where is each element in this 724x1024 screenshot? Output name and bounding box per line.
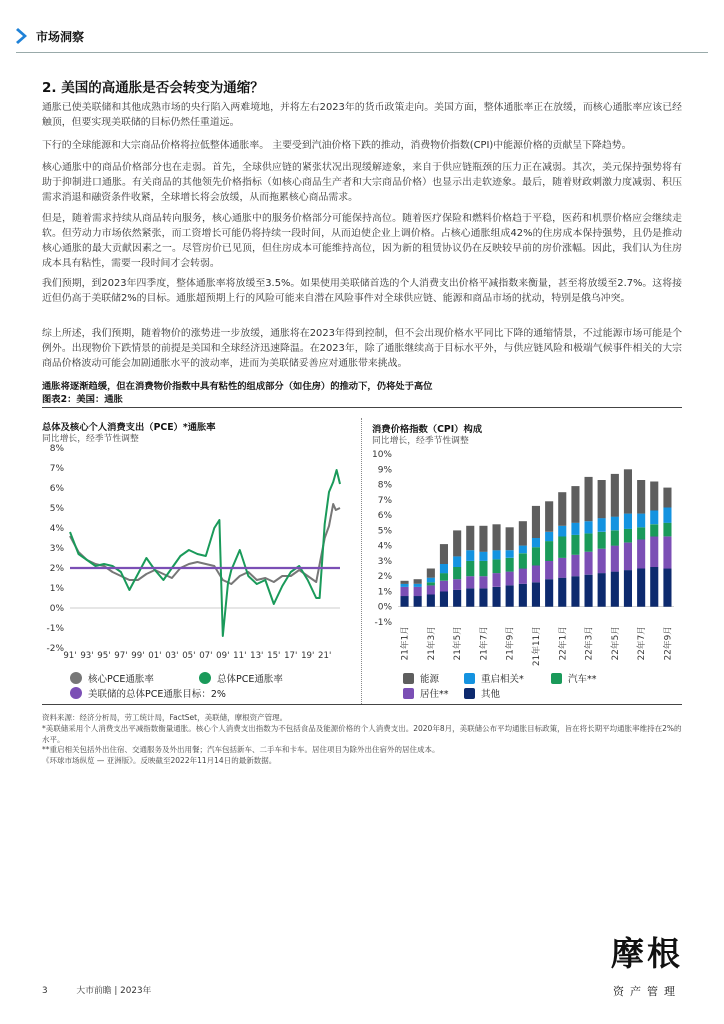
bar-segment-1 bbox=[453, 579, 461, 590]
bar-segment-1 bbox=[558, 558, 566, 578]
x-tick-label: 13' bbox=[250, 651, 264, 660]
legend-swatch-shelter bbox=[403, 688, 414, 699]
bar-segment-2 bbox=[585, 533, 593, 551]
bar-segment-1 bbox=[427, 585, 435, 594]
x-tick-label: 91' bbox=[63, 651, 77, 660]
bar-segment-2 bbox=[598, 532, 606, 549]
jpmorgan-logo bbox=[606, 935, 688, 999]
y-tick-label: 4% bbox=[49, 524, 64, 534]
bar-segment-1 bbox=[598, 549, 606, 573]
x-tick-label: 07' bbox=[199, 651, 213, 660]
bar-segment-0 bbox=[440, 592, 448, 607]
bar-segment-2 bbox=[519, 553, 527, 568]
y-tick-label: 7% bbox=[377, 495, 392, 506]
bar-segment-1 bbox=[650, 537, 658, 568]
series-line-0 bbox=[70, 504, 340, 584]
bar-segment-1 bbox=[466, 576, 474, 588]
logo-glyph: 摩根 bbox=[611, 934, 683, 973]
chevron-right-icon bbox=[16, 27, 30, 45]
legend-label-core-pce: 核心PCE通胀率 bbox=[88, 674, 154, 685]
bar-segment-1 bbox=[545, 561, 553, 579]
left-chart-title: 总体及核心个人消费支出（PCE）*通胀率 bbox=[42, 422, 216, 433]
bar-segment-0 bbox=[545, 579, 553, 607]
legend-label-other: 其他 bbox=[481, 689, 501, 700]
bar-segment-3 bbox=[585, 521, 593, 533]
paragraph-3: 核心通胀中的商品价格部分也在走弱。首先，全球供应链的紧张状况出现缓解迹象，来自于供应链瓶颈的压力正在减弱。其次，美元保持强势将有助于抑制进口通胀。有关商品的其他领先价格指标（如核心商品生产者和大宗商品价格）也显示出走软迹象。最后，随着财政刺激力度减弱、积压需求消退和融资条件收紧，全球增长将会放缓，从而拖累核心商品需求。 bbox=[42, 162, 682, 203]
x-tick-label: 19' bbox=[301, 651, 315, 660]
bar-segment-0 bbox=[427, 595, 435, 607]
x-tick-label: 21' bbox=[318, 651, 332, 660]
bar-segment-2 bbox=[663, 523, 671, 537]
y-tick-label: 7% bbox=[49, 464, 64, 474]
figure-label: 图表2：美国：通胀 bbox=[42, 394, 123, 405]
pce-line-chart bbox=[42, 440, 360, 660]
legend-label-fed-target: 美联储的总体PCE通胀目标：2% bbox=[88, 689, 226, 700]
bar-segment-3 bbox=[466, 550, 474, 561]
figure-header bbox=[42, 380, 432, 406]
bar-segment-3 bbox=[401, 584, 409, 587]
y-tick-label: 10% bbox=[371, 450, 392, 460]
bar-segment-0 bbox=[466, 588, 474, 606]
bar-segment-3 bbox=[532, 538, 540, 547]
series-line-1 bbox=[70, 470, 340, 636]
legend-swatch-autos bbox=[551, 673, 562, 684]
y-tick-label: 3% bbox=[377, 556, 392, 567]
bar-segment-3 bbox=[453, 556, 461, 567]
y-tick-label: 8% bbox=[49, 444, 64, 454]
bar-segment-2 bbox=[466, 561, 474, 576]
bar-segment-1 bbox=[637, 540, 645, 569]
bar-segment-4 bbox=[414, 579, 422, 584]
y-tick-label: -1% bbox=[374, 618, 392, 628]
source-notes bbox=[42, 713, 682, 767]
bar-segment-0 bbox=[453, 590, 461, 607]
legend-swatch-other bbox=[464, 688, 475, 699]
legend-swatch-core-pce bbox=[70, 672, 82, 684]
bar-segment-0 bbox=[571, 576, 579, 607]
bar-segment-0 bbox=[414, 596, 422, 607]
legend-swatch-energy bbox=[403, 673, 414, 684]
bar-segment-4 bbox=[401, 581, 409, 584]
bar-segment-4 bbox=[427, 569, 435, 578]
bar-segment-2 bbox=[545, 541, 553, 561]
x-tick-label: 21年1月 bbox=[400, 626, 411, 661]
bar-segment-4 bbox=[545, 501, 553, 532]
bar-segment-3 bbox=[650, 511, 658, 525]
bar-segment-0 bbox=[663, 569, 671, 607]
y-tick-label: -2% bbox=[46, 644, 64, 654]
bar-segment-3 bbox=[637, 514, 645, 528]
y-tick-label: 8% bbox=[377, 480, 392, 491]
figure-top-rule bbox=[42, 407, 682, 408]
legend-other bbox=[464, 686, 500, 700]
bar-segment-2 bbox=[611, 530, 619, 545]
bar-segment-2 bbox=[440, 573, 448, 581]
y-tick-label: 0% bbox=[49, 604, 64, 614]
bar-segment-0 bbox=[624, 570, 632, 607]
bar-segment-3 bbox=[624, 514, 632, 529]
bar-segment-3 bbox=[519, 546, 527, 554]
right-chart-subtitle: 同比增长，经季节性调整 bbox=[372, 436, 469, 446]
right-chart-title: 消费价格指数（CPI）构成 bbox=[372, 424, 483, 435]
note-source: 资料来源：经济分析局，劳工统计局，FactSet，美联储，摩根资产管理。 bbox=[42, 713, 288, 722]
header-divider bbox=[16, 52, 708, 53]
bar-segment-0 bbox=[519, 584, 527, 607]
x-tick-label: 21年9月 bbox=[505, 626, 516, 661]
x-tick-label: 11' bbox=[233, 651, 247, 660]
bar-segment-0 bbox=[611, 572, 619, 607]
bar-segment-3 bbox=[663, 508, 671, 523]
y-tick-label: 6% bbox=[49, 484, 64, 494]
x-tick-label: 22年3月 bbox=[584, 626, 595, 661]
section-title: 市场洞察 bbox=[36, 29, 85, 44]
legend-headline-pce bbox=[199, 671, 283, 685]
bar-segment-4 bbox=[440, 544, 448, 564]
x-tick-label: 09' bbox=[216, 651, 230, 660]
x-tick-label: 03' bbox=[165, 651, 179, 660]
paragraph-4: 但是，随着需求持续从商品转向服务，核心通胀中的服务价格部分可能保持高位。随着医疗保险和燃料价格趋于平稳，医药和机票价格应会继续走软。但劳动力市场依然紧张，而工资增长可能仍将持续一段时间，从而迫使企业上调价格。占核心通胀组成42%的住房成本保持强势，且仍是推动核心通胀的最大贡献因素之一。尽管房价已见顶，但住房成本可能维持高位，因为新的租赁协议仍在反映较早前的房价涨幅。因此，我们认为住房成本具有粘性，需要一段时间才会转弱。 bbox=[42, 213, 682, 269]
y-tick-label: 2% bbox=[377, 572, 392, 583]
bar-segment-0 bbox=[506, 585, 514, 606]
bar-segment-3 bbox=[493, 550, 501, 559]
bar-segment-1 bbox=[532, 566, 540, 583]
paragraph-5: 我们预期，到2023年四季度，整体通胀率将放缓至3.5%。如果使用美联储首选的个人消费支出价格平减指数来衡量，甚至将放缓至2.7%。这将接近但仍高于美联储2%的目标。通胀超预期上行的风险可能来自潜在风险事件对全球供应链、能源和商品市场的扰动，特别是俄乌冲突。 bbox=[42, 278, 682, 304]
bar-segment-0 bbox=[637, 569, 645, 607]
bar-segment-4 bbox=[637, 480, 645, 514]
bar-segment-4 bbox=[532, 506, 540, 538]
footer-doc-title: 大市前瞻 | 2023年 bbox=[76, 986, 152, 996]
bar-segment-3 bbox=[427, 578, 435, 583]
legend-core-pce bbox=[70, 671, 154, 685]
y-tick-label: 6% bbox=[377, 511, 392, 522]
logo-subtitle: 资产管理 bbox=[613, 985, 681, 998]
bar-segment-0 bbox=[479, 588, 487, 606]
bar-segment-2 bbox=[532, 547, 540, 565]
y-tick-label: 1% bbox=[377, 587, 392, 598]
bar-segment-4 bbox=[624, 469, 632, 513]
x-tick-label: 95' bbox=[97, 651, 111, 660]
bar-segment-2 bbox=[479, 561, 487, 576]
bar-segment-4 bbox=[558, 492, 566, 526]
x-tick-label: 22年1月 bbox=[558, 626, 569, 661]
bar-segment-2 bbox=[427, 582, 435, 585]
legend-label-headline-pce: 总体PCE通胀率 bbox=[217, 674, 283, 685]
bar-segment-1 bbox=[479, 576, 487, 588]
page-number: 3 bbox=[42, 986, 48, 996]
x-tick-label: 21年5月 bbox=[453, 626, 464, 661]
bar-segment-1 bbox=[611, 546, 619, 572]
x-tick-label: 22年7月 bbox=[637, 626, 648, 661]
y-tick-label: 2% bbox=[49, 564, 64, 574]
note-pce: *美联储采用个人消费支出平减指数衡量通胀。核心个人消费支出指数为不包括食品及能源价格的个人消费支出。2020年8月，美联储公布平均通胀目标政策，旨在将长期平均通胀率维持在2%的水平。 bbox=[42, 723, 682, 744]
bar-segment-1 bbox=[663, 537, 671, 569]
x-tick-label: 93' bbox=[80, 651, 94, 660]
bar-segment-4 bbox=[650, 482, 658, 511]
left-chart-subtitle: 同比增长，经季节性调整 bbox=[42, 434, 139, 444]
bar-segment-4 bbox=[453, 530, 461, 556]
bar-segment-3 bbox=[414, 584, 422, 587]
note-guide: 《环球市场纵览 — 亚洲版》。反映截至2022年11月14日的最新数据。 bbox=[42, 756, 277, 766]
bar-segment-2 bbox=[453, 567, 461, 579]
bar-segment-4 bbox=[598, 480, 606, 518]
x-tick-label: 22年9月 bbox=[663, 626, 674, 661]
bar-segment-3 bbox=[611, 517, 619, 531]
bar-segment-0 bbox=[650, 567, 658, 607]
legend-swatch-fed-target bbox=[70, 687, 82, 699]
x-tick-label: 05' bbox=[182, 651, 196, 660]
legend-reopening bbox=[464, 671, 524, 685]
paragraph-6: 综上所述，我们预期，随着物价的涨势进一步放缓，通胀将在2023年得到控制，但不会出现价格水平同比下降的通缩情景，不过能源市场可能是个例外。出现物价下跌情景的前提是美国和全球经济迅速降温。在2023年，除了通胀继续高于目标水平外，与供应链风险和极端气候事件相关的大宗商品价格波动可能会加剧通胀水平的波动率，进而为美联储妥善应对通胀带来挑战。 bbox=[42, 328, 682, 369]
x-tick-label: 22年5月 bbox=[610, 626, 621, 661]
y-tick-label: 5% bbox=[377, 526, 392, 537]
bar-segment-2 bbox=[650, 524, 658, 536]
x-tick-label: 99' bbox=[131, 651, 145, 660]
bar-segment-0 bbox=[598, 573, 606, 607]
bar-segment-3 bbox=[571, 523, 579, 535]
bar-segment-4 bbox=[663, 488, 671, 508]
legend-autos bbox=[551, 671, 597, 685]
bar-segment-1 bbox=[585, 552, 593, 575]
y-tick-label: 5% bbox=[49, 504, 64, 514]
legend-label-shelter: 居住** bbox=[420, 689, 449, 700]
x-tick-label: 01' bbox=[148, 651, 162, 660]
bar-segment-4 bbox=[493, 524, 501, 550]
bar-segment-0 bbox=[558, 578, 566, 607]
x-tick-label: 97' bbox=[114, 651, 128, 660]
bar-segment-2 bbox=[571, 535, 579, 555]
bar-segment-3 bbox=[506, 550, 514, 558]
legend-shelter bbox=[403, 686, 449, 700]
bar-segment-2 bbox=[637, 527, 645, 539]
bar-segment-4 bbox=[519, 521, 527, 545]
x-tick-label: 21年11月 bbox=[532, 626, 542, 666]
legend-swatch-reopening bbox=[464, 673, 475, 684]
cpi-stacked-bar-chart bbox=[362, 444, 682, 668]
x-tick-label: 21年7月 bbox=[479, 626, 490, 661]
bar-segment-0 bbox=[493, 587, 501, 607]
x-tick-label: 21年3月 bbox=[426, 626, 437, 661]
legend-label-autos: 汽车** bbox=[568, 674, 597, 685]
legend-energy bbox=[403, 671, 439, 685]
paragraph-1: 通胀已使美联储和其他成熟市场的央行陷入两难境地，并将左右2023年的货币政策走向。美国方面，整体通胀率正在放缓，而核心通胀率应该已经触顶，但要实现美联储的目标仍然任重道远。 bbox=[42, 102, 682, 128]
bar-segment-4 bbox=[466, 526, 474, 550]
y-tick-label: 3% bbox=[49, 544, 64, 554]
bar-segment-2 bbox=[558, 537, 566, 558]
bar-segment-4 bbox=[506, 527, 514, 550]
legend-label-reopening: 重启相关* bbox=[481, 674, 524, 685]
bar-segment-2 bbox=[506, 558, 514, 572]
bar-segment-1 bbox=[506, 572, 514, 586]
bar-segment-1 bbox=[519, 569, 527, 584]
bar-segment-3 bbox=[440, 564, 448, 573]
y-tick-label: 1% bbox=[49, 584, 64, 594]
bar-segment-4 bbox=[611, 474, 619, 517]
bar-segment-1 bbox=[440, 581, 448, 592]
figure-bottom-rule bbox=[42, 704, 682, 705]
bar-segment-1 bbox=[571, 555, 579, 576]
bar-segment-0 bbox=[532, 582, 540, 606]
figure-headline: 通胀将逐渐趋缓，但在消费物价指数中具有粘性的组成部分（如住房）的推动下，仍将处于高位 bbox=[42, 381, 433, 392]
bar-segment-3 bbox=[479, 552, 487, 561]
bar-segment-4 bbox=[479, 526, 487, 552]
bar-segment-4 bbox=[585, 477, 593, 521]
x-tick-label: 15' bbox=[267, 651, 281, 660]
note-reopening: **重启相关包括外出住宿、交通服务及外出用餐；汽车包括新车、二手车和卡车。居住项目为除外出住宿外的居住成本。 bbox=[42, 745, 440, 755]
legend-label-energy: 能源 bbox=[420, 674, 440, 685]
paragraph-2: 下行的全球能源和大宗商品价格将拉低整体通胀率。 主要受到汽油价格下跌的推动，消费物价指数(CPI)中能源价格的贡献呈下降趋势。 bbox=[42, 140, 632, 151]
bar-segment-1 bbox=[493, 573, 501, 587]
y-tick-label: 9% bbox=[377, 465, 392, 476]
bar-segment-3 bbox=[598, 518, 606, 532]
bar-segment-4 bbox=[571, 486, 579, 523]
bar-segment-1 bbox=[401, 587, 409, 596]
bar-segment-3 bbox=[545, 532, 553, 541]
y-tick-label: 0% bbox=[377, 602, 392, 613]
section-header bbox=[16, 27, 84, 45]
bar-segment-1 bbox=[624, 543, 632, 571]
x-tick-label: 17' bbox=[284, 651, 298, 660]
legend-fed-target bbox=[70, 686, 226, 700]
bar-segment-0 bbox=[585, 575, 593, 607]
bar-segment-2 bbox=[624, 529, 632, 543]
page-footer bbox=[42, 983, 151, 996]
page-heading: 2. 美国的高通胀是否会转变为通缩？ bbox=[42, 80, 264, 96]
y-tick-label: -1% bbox=[46, 624, 64, 634]
legend-swatch-headline-pce bbox=[199, 672, 211, 684]
bar-segment-3 bbox=[558, 526, 566, 537]
bar-segment-0 bbox=[401, 596, 409, 607]
y-tick-label: 4% bbox=[377, 541, 392, 552]
bar-segment-1 bbox=[414, 587, 422, 596]
bar-segment-2 bbox=[493, 559, 501, 573]
